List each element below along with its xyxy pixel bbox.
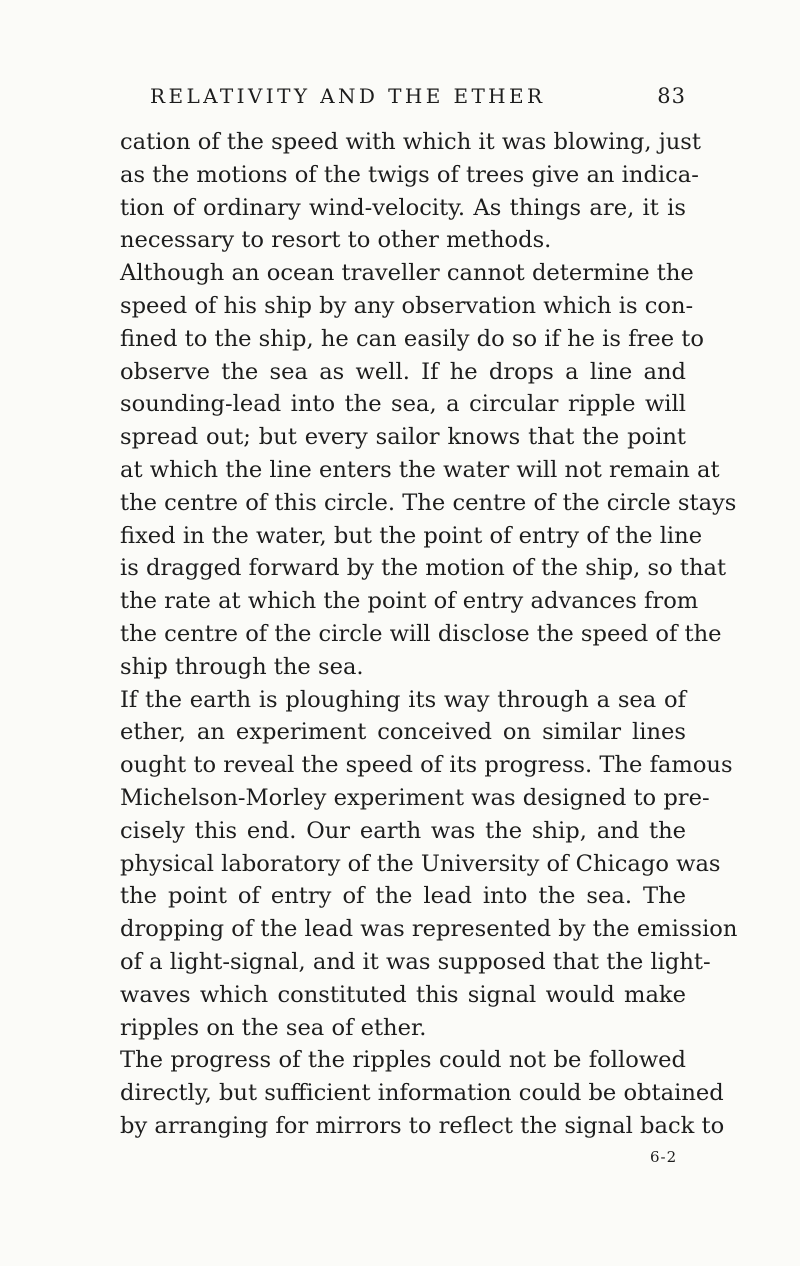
text-line: physical laboratory of the University of Chicago was bbox=[120, 850, 721, 877]
text-line: by arranging for mirrors to reflect the signal back to bbox=[120, 1112, 725, 1139]
text-line: directly, but sufficient information could be obtained bbox=[120, 1080, 724, 1107]
text-line: fixed in the water, but the point of entry of the line bbox=[120, 522, 703, 549]
text-line: dropping of the lead was represented by the emission bbox=[120, 916, 738, 943]
signature-mark: 6-2 bbox=[650, 1148, 678, 1166]
text-line: If the earth is ploughing its way through a sea of bbox=[120, 686, 686, 713]
text-line: the point of entry of the lead into the sea. The bbox=[120, 883, 686, 910]
text-line: Although an ocean traveller cannot determine the bbox=[120, 260, 694, 287]
text-line: observe the sea as well. If he drops a line and bbox=[120, 358, 686, 385]
text-line: ought to reveal the speed of its progress. The famous bbox=[120, 752, 733, 779]
text-line: sounding-lead into the sea, a circular ripple will bbox=[120, 391, 686, 418]
text-line: the centre of the circle will disclose the speed of the bbox=[120, 620, 722, 647]
text-line: The progress of the ripples could not be followed bbox=[120, 1047, 686, 1074]
text-line: necessary to resort to other methods. bbox=[120, 227, 552, 254]
page-header bbox=[150, 81, 686, 111]
text-line: waves which constituted this signal would make bbox=[120, 981, 686, 1008]
text-line: speed of his ship by any observation which is con- bbox=[120, 292, 694, 319]
text-line: the centre of this circle. The centre of the circle stays bbox=[120, 489, 737, 516]
running-head: RELATIVITY AND THE ETHER bbox=[150, 84, 546, 108]
text-line: cation of the speed with which it was blowing, just bbox=[120, 129, 701, 155]
text-line: as the motions of the twigs of trees give an indica- bbox=[120, 161, 699, 188]
text-line: ripples on the sea of ether. bbox=[120, 1014, 427, 1041]
page-number: 83 bbox=[657, 84, 686, 108]
text-line: fined to the ship, he can easily do so if he is free to bbox=[120, 325, 704, 352]
text-line: ship through the sea. bbox=[120, 653, 364, 680]
text-line: tion of ordinary wind-velocity. As things are, it is bbox=[120, 194, 686, 221]
text-line: cisely this end. Our earth was the ship, and the bbox=[120, 817, 686, 844]
text-line: of a light-signal, and it was supposed that the light- bbox=[120, 948, 711, 975]
text-line: the rate at which the point of entry advances from bbox=[120, 588, 699, 615]
text-line: at which the line enters the water will not remain at bbox=[120, 456, 720, 483]
text-line: ether, an experiment conceived on similar lines bbox=[120, 719, 686, 746]
text-line: is dragged forward by the motion of the ship, so that bbox=[120, 555, 727, 582]
text-line: spread out; but every sailor knows that the point bbox=[120, 424, 686, 451]
body-text bbox=[120, 126, 738, 1143]
text-line: Michelson-Morley experiment was designed to pre- bbox=[120, 784, 710, 811]
